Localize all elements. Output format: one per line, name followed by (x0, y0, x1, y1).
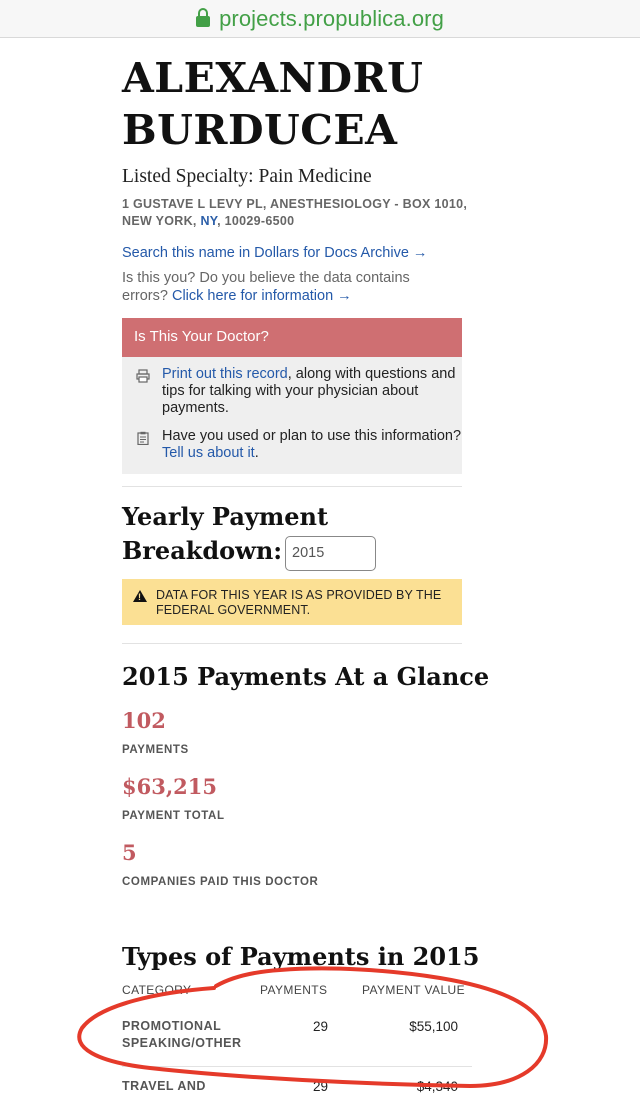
row-payments: 29 (312, 1019, 328, 1034)
doctor-name-line1: ALEXANDRU (122, 54, 424, 102)
header-category: CATEGORY (122, 983, 192, 997)
printer-icon (136, 369, 150, 383)
section-divider (122, 486, 462, 487)
warning-text: DATA FOR THIS YEAR IS AS PROVIDED BY THE FEDERAL GOVERNMENT. (156, 588, 442, 617)
clipboard-icon (136, 431, 150, 445)
row-category (122, 1018, 242, 1052)
tell-us-link[interactable]: Tell us about it (162, 445, 255, 461)
address-state-link[interactable]: NY (200, 214, 218, 228)
header-payments: PAYMENTS (260, 983, 328, 997)
row-payments: 29 (312, 1079, 328, 1094)
search-archive-link[interactable]: Search this name in Dollars for Docs Archive → (122, 245, 428, 261)
print-record-link[interactable]: Print out this record (162, 366, 288, 382)
stat-payments-value: 102 (122, 708, 166, 733)
doctor-name (122, 52, 522, 156)
section-divider (122, 643, 462, 644)
row-payment-value: $4,340 (416, 1079, 458, 1094)
click-here-link[interactable]: Click here for information → (171, 288, 352, 304)
header-payment-value: PAYMENT VALUE (362, 983, 466, 997)
lock-icon (196, 8, 210, 27)
data-warning-banner (122, 579, 462, 625)
year-select[interactable]: 2015 (285, 536, 376, 571)
row-category-line2: SPEAKING/OTHER (122, 1036, 242, 1050)
row-category-line1: PROMOTIONAL (122, 1019, 222, 1033)
listed-specialty: Listed Specialty: Pain Medicine (122, 166, 372, 187)
print-record-rest: , along with questions and tips for talking with your physician about payments. (162, 366, 456, 416)
address-city: NEW YORK, (122, 214, 197, 228)
address-zip: , 10029-6500 (217, 214, 295, 228)
url-text[interactable]: projects.propublica.org (219, 5, 444, 31)
stat-companies-value: 5 (122, 840, 137, 865)
table-row-divider (122, 1066, 472, 1067)
doctor-name-line2: BURDUCEA (122, 106, 398, 154)
yearly-title-line1: Yearly Payment (122, 502, 329, 531)
stat-total-label: PAYMENT TOTAL (122, 810, 225, 822)
is-this-you-text (122, 269, 452, 305)
used-info-text: Have you used or plan to use this information? (162, 428, 462, 444)
stat-payments-label: PAYMENTS (122, 744, 189, 756)
row-payment-value: $55,100 (409, 1019, 458, 1034)
glance-title: 2015 Payments At a Glance (122, 662, 490, 691)
yearly-title-line2: Breakdown: (122, 536, 283, 565)
print-record-row (122, 366, 462, 417)
types-title: Types of Payments in 2015 (122, 942, 480, 971)
row-category (122, 1078, 206, 1095)
is-you-question: Is this you? Do you believe the data contains errors? (122, 270, 410, 304)
warning-icon (133, 590, 147, 602)
tell-us-row (122, 428, 462, 462)
doctor-box-header: Is This Your Doctor? (122, 318, 462, 357)
address-line1: 1 GUSTAVE L LEVY PL, ANESTHESIOLOGY - BOX 1010, (122, 197, 468, 211)
doctor-address (122, 196, 472, 230)
tell-us-end: . (254, 445, 259, 461)
browser-url-bar[interactable] (0, 0, 640, 38)
is-this-your-doctor-box (122, 318, 462, 474)
stat-companies-label: COMPANIES PAID THIS DOCTOR (122, 876, 319, 888)
stat-total-value: $63,215 (122, 774, 217, 799)
row-category-line1: TRAVEL AND (122, 1079, 206, 1093)
